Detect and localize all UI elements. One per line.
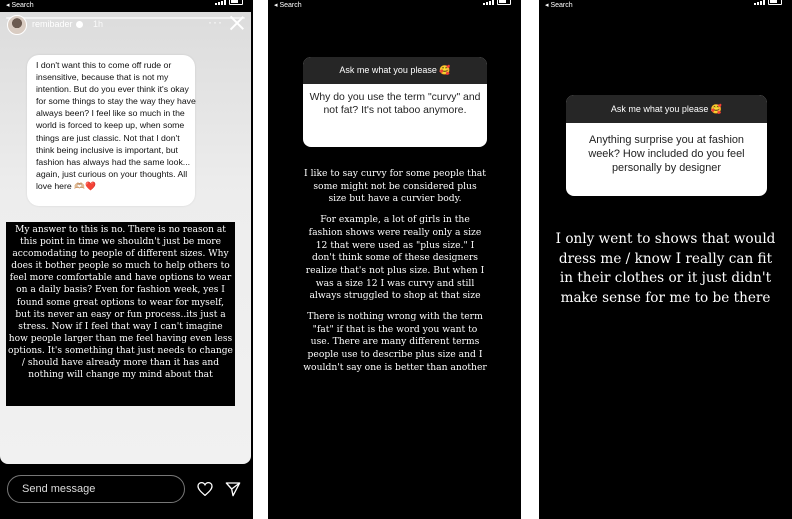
close-icon[interactable] <box>230 16 244 30</box>
like-heart-icon[interactable] <box>197 482 213 496</box>
battery-icon <box>497 0 511 5</box>
answer-paragraph-2: For example, a lot of girls in the fashion shows were really only a size 12 that were used as "plus size." I don't think some of these designers realize that's not plus size. But when I was a size 12 I was curvy and still always struggled to shop at that size <box>305 214 485 302</box>
signal-icon <box>483 0 494 5</box>
question-sticker <box>566 95 767 196</box>
answer-text-block <box>303 168 487 383</box>
story-panel-1 <box>0 0 253 519</box>
status-icons <box>754 0 782 5</box>
battery-icon <box>229 0 243 5</box>
send-message-input[interactable]: Send message <box>7 475 185 503</box>
story-username[interactable] <box>32 19 83 29</box>
story-panel-3 <box>539 0 792 519</box>
status-icons <box>483 0 511 5</box>
answer-paragraph-3: There is nothing wrong with the term "fat" if that is the word you want to use. There are many different terms people use to describe plus size and I wouldn't say one is better than another <box>303 311 487 373</box>
question-sticker <box>303 57 487 147</box>
more-options-icon[interactable]: ··· <box>208 15 223 29</box>
status-bar <box>0 0 253 12</box>
signal-icon <box>215 0 226 5</box>
back-to-search-link[interactable]: ◂ Search <box>545 2 573 9</box>
answer-text: My answer to this is no. There is no reason at this point in time we shouldn't just be more accomodating to people of different sizes. Why does it bother people so much to help others to feel more comfortable and have options to wear on a daily basis? Even for fashion week, yes I found some great options to wear for myself, but its never an easy or fun process..its just a stress. Now if I feel that way I can't imagine how people larger than me feel having even less options. It's something that just needs to change / should have already more than it has and nothing will change my mind about that <box>8 225 233 381</box>
back-to-search-link[interactable]: ◂ Search <box>6 2 34 9</box>
status-bar <box>268 0 521 12</box>
dm-message-body: I don't want this to come off rude or insensitive, because that is not my intention. But do you ever think it's okay for some things to stay the way they have always been? I feel like so much in the world is forced to keep up, when some things are just classic. Not that I don't think being inclusive is important, but fashion has always had the same look... again, just curious on your thoughts. All love here <box>36 60 196 191</box>
back-to-search-link[interactable]: ◂ Search <box>274 2 302 9</box>
question-text: Anything surprise you at fashion week? How included do you feel personally by designer <box>588 134 745 174</box>
status-icons <box>215 0 243 5</box>
status-bar <box>539 0 792 12</box>
verified-badge-icon <box>76 21 83 28</box>
dm-message-text <box>36 59 196 192</box>
avatar[interactable] <box>7 15 27 35</box>
username-text[interactable]: remibader <box>32 19 73 29</box>
hands-heart-emoji: 🫶🏼 <box>74 180 85 191</box>
signal-icon <box>754 0 765 5</box>
red-heart-emoji: ❤️ <box>85 180 96 191</box>
story-panel-2 <box>268 0 521 519</box>
question-sticker-title: Ask me what you please 🥰 <box>303 57 487 84</box>
answer-paragraph-1: I like to say curvy for some people that some might not be considered plus size but have a curvier body. <box>304 168 486 205</box>
answer-text: I only went to shows that would dress me / know I really can fit in their clothes or it just didn't make sense for me to be there <box>555 231 776 306</box>
question-text: Why do you use the term "curvy" and not fat? It's not taboo anymore. <box>309 92 481 116</box>
reply-bar <box>0 470 253 510</box>
question-sticker-title: Ask me what you please 🥰 <box>566 95 767 123</box>
share-send-icon[interactable] <box>225 481 241 497</box>
battery-icon <box>768 0 782 5</box>
story-time: 1h <box>93 19 104 29</box>
